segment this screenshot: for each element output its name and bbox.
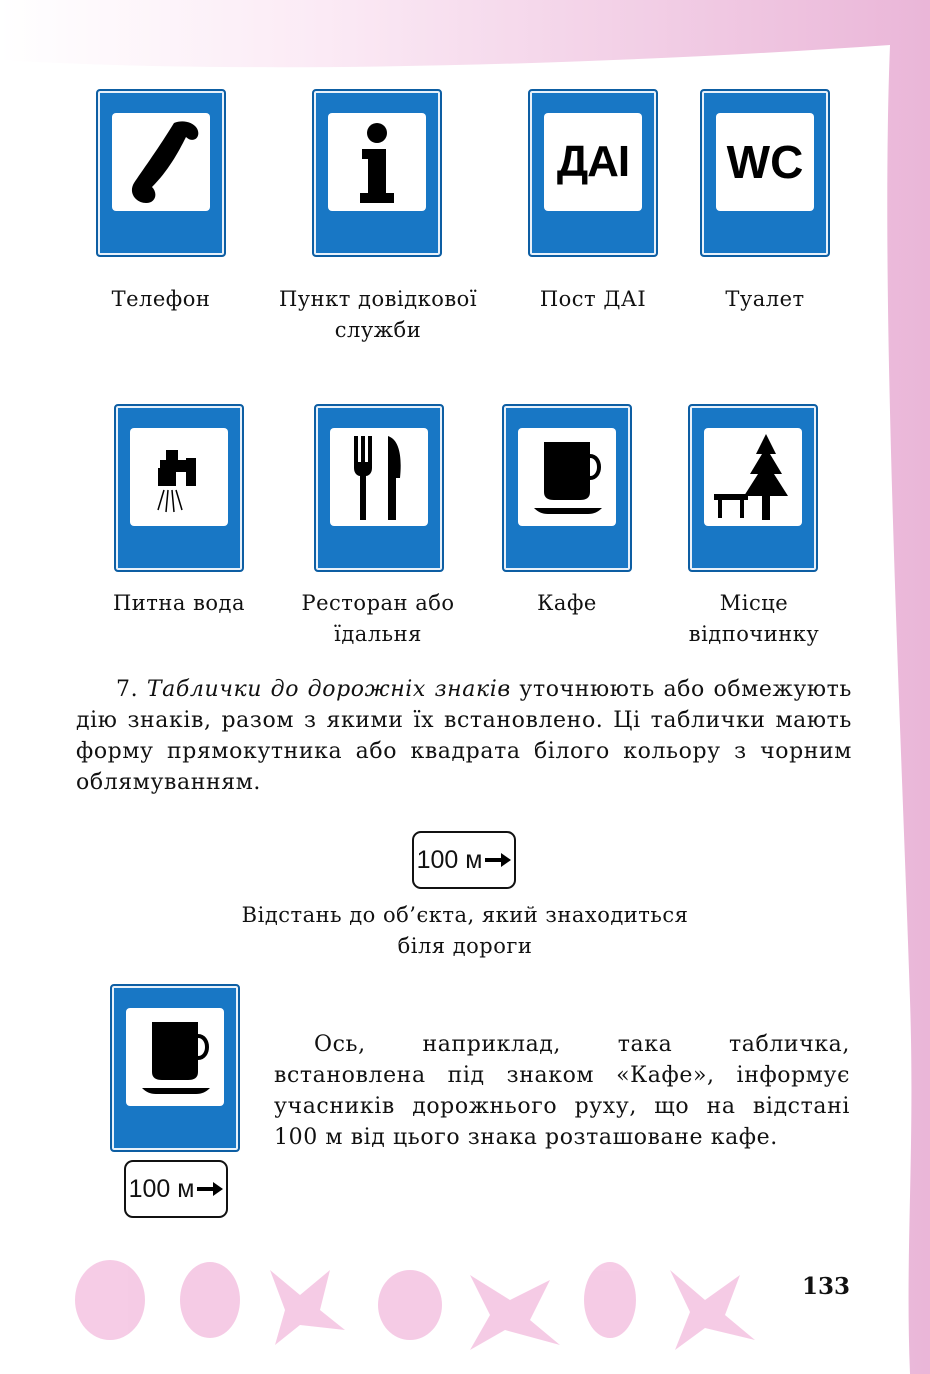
info-icon [328, 113, 426, 211]
section-number: 7. [116, 677, 139, 702]
wc-sign [700, 89, 830, 257]
example-distance-plate [124, 1160, 228, 1218]
example-plate-text: 100 м [128, 1174, 195, 1203]
coffee-cup-icon [126, 1008, 224, 1106]
distance-plate-text: 100 м [416, 845, 483, 874]
arrow-right-icon [197, 1181, 223, 1197]
cafe-sign [502, 404, 632, 572]
telephone-sign [96, 89, 226, 257]
distance-plate [412, 831, 516, 889]
caption-rest-area: Місце відпочинку [688, 591, 820, 646]
section-term: Таблички до дорожніх знаків [146, 677, 511, 702]
caption-info: Пункт довідкової служби [278, 287, 478, 342]
water-sign [114, 404, 244, 572]
tree-table-icon [704, 428, 802, 526]
section-text: уточнюють або обмежують дію знаків, разом з якими їх встановлено. Ці таблички мають форму прямокутника або квадрата білого кольору з чорним облямуванням. [76, 677, 853, 795]
telephone-icon [112, 113, 210, 211]
dai-sign [528, 89, 658, 257]
section-7-paragraph [76, 674, 852, 798]
restaurant-sign [314, 404, 444, 572]
caption-water: Питна вода [112, 591, 246, 615]
caption-dai: Пост ДАІ [539, 287, 647, 311]
drinking-water-icon [130, 428, 228, 526]
example-paragraph: Ось, наприклад, така табличка, встановлена під знаком «Кафе», інформує учасників дорожнього руху, що на відстані 100 м від цього знака розташоване кафе. [274, 1032, 850, 1150]
wc-sign-text: WC [726, 136, 804, 188]
arrow-right-icon [485, 852, 511, 868]
caption-wc: Туалет [725, 287, 805, 311]
rest-area-sign [688, 404, 818, 572]
caption-telephone: Телефон [111, 287, 211, 311]
dai-sign-text: ДАІ [556, 137, 630, 186]
caption-restaurant: Ресторан або їдальня [301, 591, 455, 646]
distance-plate-caption: Відстань до об’єкта, який знаходиться біля дороги [241, 903, 689, 958]
info-sign [312, 89, 442, 257]
caption-cafe: Кафе [537, 591, 597, 615]
page-number: 133 [801, 1273, 850, 1300]
example-cafe-sign [110, 984, 240, 1152]
coffee-cup-icon [518, 428, 616, 526]
fork-knife-icon [330, 428, 428, 526]
